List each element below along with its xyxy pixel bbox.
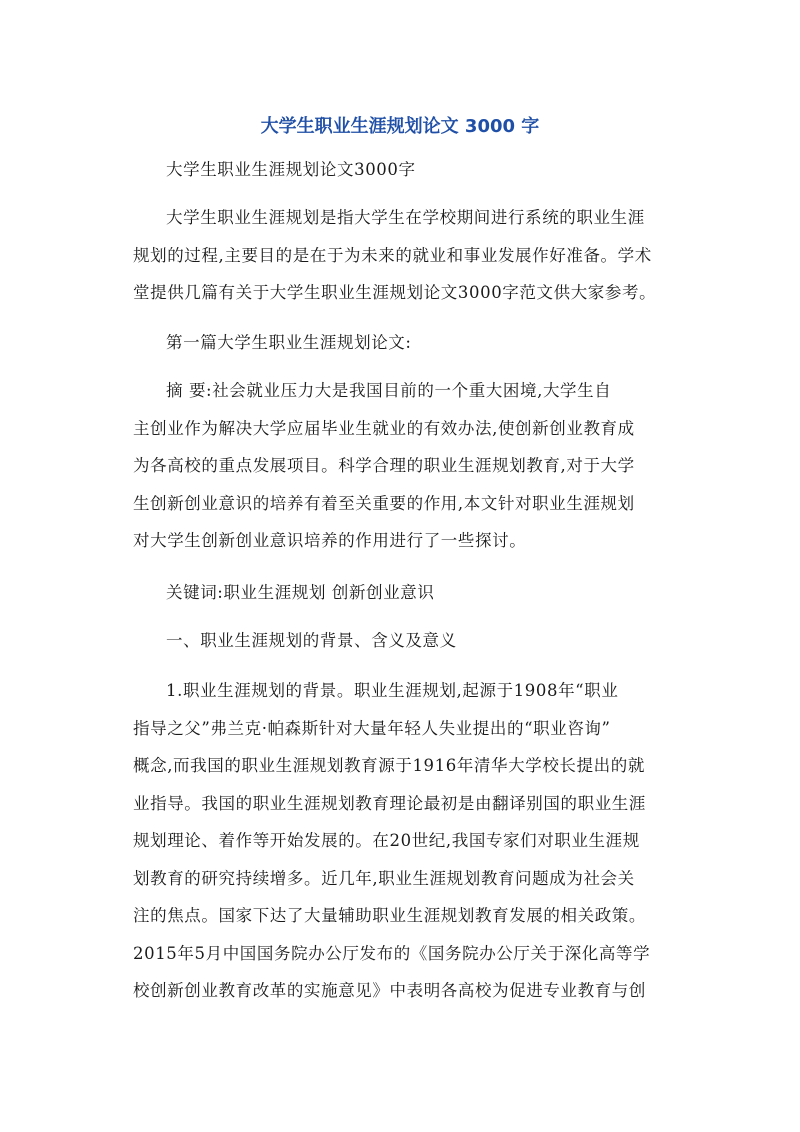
body-paragraph — [133, 672, 693, 1010]
paragraph-line: 规划理论、着作等开始发展的。在20世纪,我国专家们对职业生涯规 — [133, 831, 640, 850]
paragraph-line: 堂提供几篇有关于大学生职业生涯规划论文3000字范文供大家参考。 — [133, 283, 657, 302]
paragraph-line: 1.职业生涯规划的背景。职业生涯规划,起源于1908年“职业 — [166, 681, 619, 700]
paragraph-line: 对大学生创新创业意识培养的作用进行了一些探讨。 — [133, 531, 527, 550]
keywords-line: 关键词:职业生涯规划 创新创业意识 — [166, 583, 435, 602]
paragraph-line: 为各高校的重点发展项目。科学合理的职业生涯规划教育,对于大学 — [133, 456, 635, 475]
paragraph-line: 2015年5月中国国务院办公厅发布的《国务院办公厅关于深化高等学 — [133, 943, 651, 963]
paragraph-line: 生创新创业意识的培养有着至关重要的作用,本文针对职业生涯规划 — [133, 493, 635, 513]
paragraph-line: 主创业作为解决大学应届毕业生就业的有效办法,使创新创业教育成 — [133, 418, 635, 438]
paragraph-line: 规划的过程,主要目的是在于为未来的就业和事业发展作好准备。学术 — [133, 245, 652, 265]
paragraph-line: 概念,而我国的职业生涯规划教育源于1916年清华大学校长提出的就 — [133, 756, 645, 775]
paragraph-line: 大学生职业生涯规划是指大学生在学校期间进行系统的职业生涯 — [166, 208, 645, 227]
paragraph-line: 校创新创业教育改革的实施意见》中表明各高校为促进专业教育与创 — [133, 981, 646, 1000]
paragraph-line: 指导之父”弗兰克·帕森斯针对大量年轻人失业提出的“职业咨询” — [133, 718, 611, 738]
paragraph-line: 划教育的研究持续增多。近几年,职业生涯规划教育问题成为社会关 — [133, 868, 635, 888]
subtitle-line: 大学生职业生涯规划论文3000字 — [166, 160, 416, 179]
keywords-paragraph — [133, 574, 693, 612]
section-heading — [133, 324, 693, 362]
section-heading-line: 第一篇大学生职业生涯规划论文: — [166, 333, 412, 352]
heading-one — [133, 622, 693, 660]
paragraph-line: 摘 要:社会就业压力大是我国目前的一个重大困境,大学生自 — [166, 381, 612, 400]
abstract-paragraph — [133, 372, 693, 560]
subtitle-paragraph — [133, 151, 693, 189]
paragraph-line: 业指导。我国的职业生涯规划教育理论最初是由翻译别国的职业生涯 — [133, 793, 646, 813]
intro-paragraph — [133, 199, 693, 312]
document-title: 大学生职业生涯规划论文 3000 字 — [260, 116, 540, 137]
heading-one-line: 一、职业生涯规划的背景、含义及意义 — [166, 631, 457, 650]
paragraph-line: 注的焦点。国家下达了大量辅助职业生涯规划教育发展的相关政策。 — [133, 906, 646, 925]
